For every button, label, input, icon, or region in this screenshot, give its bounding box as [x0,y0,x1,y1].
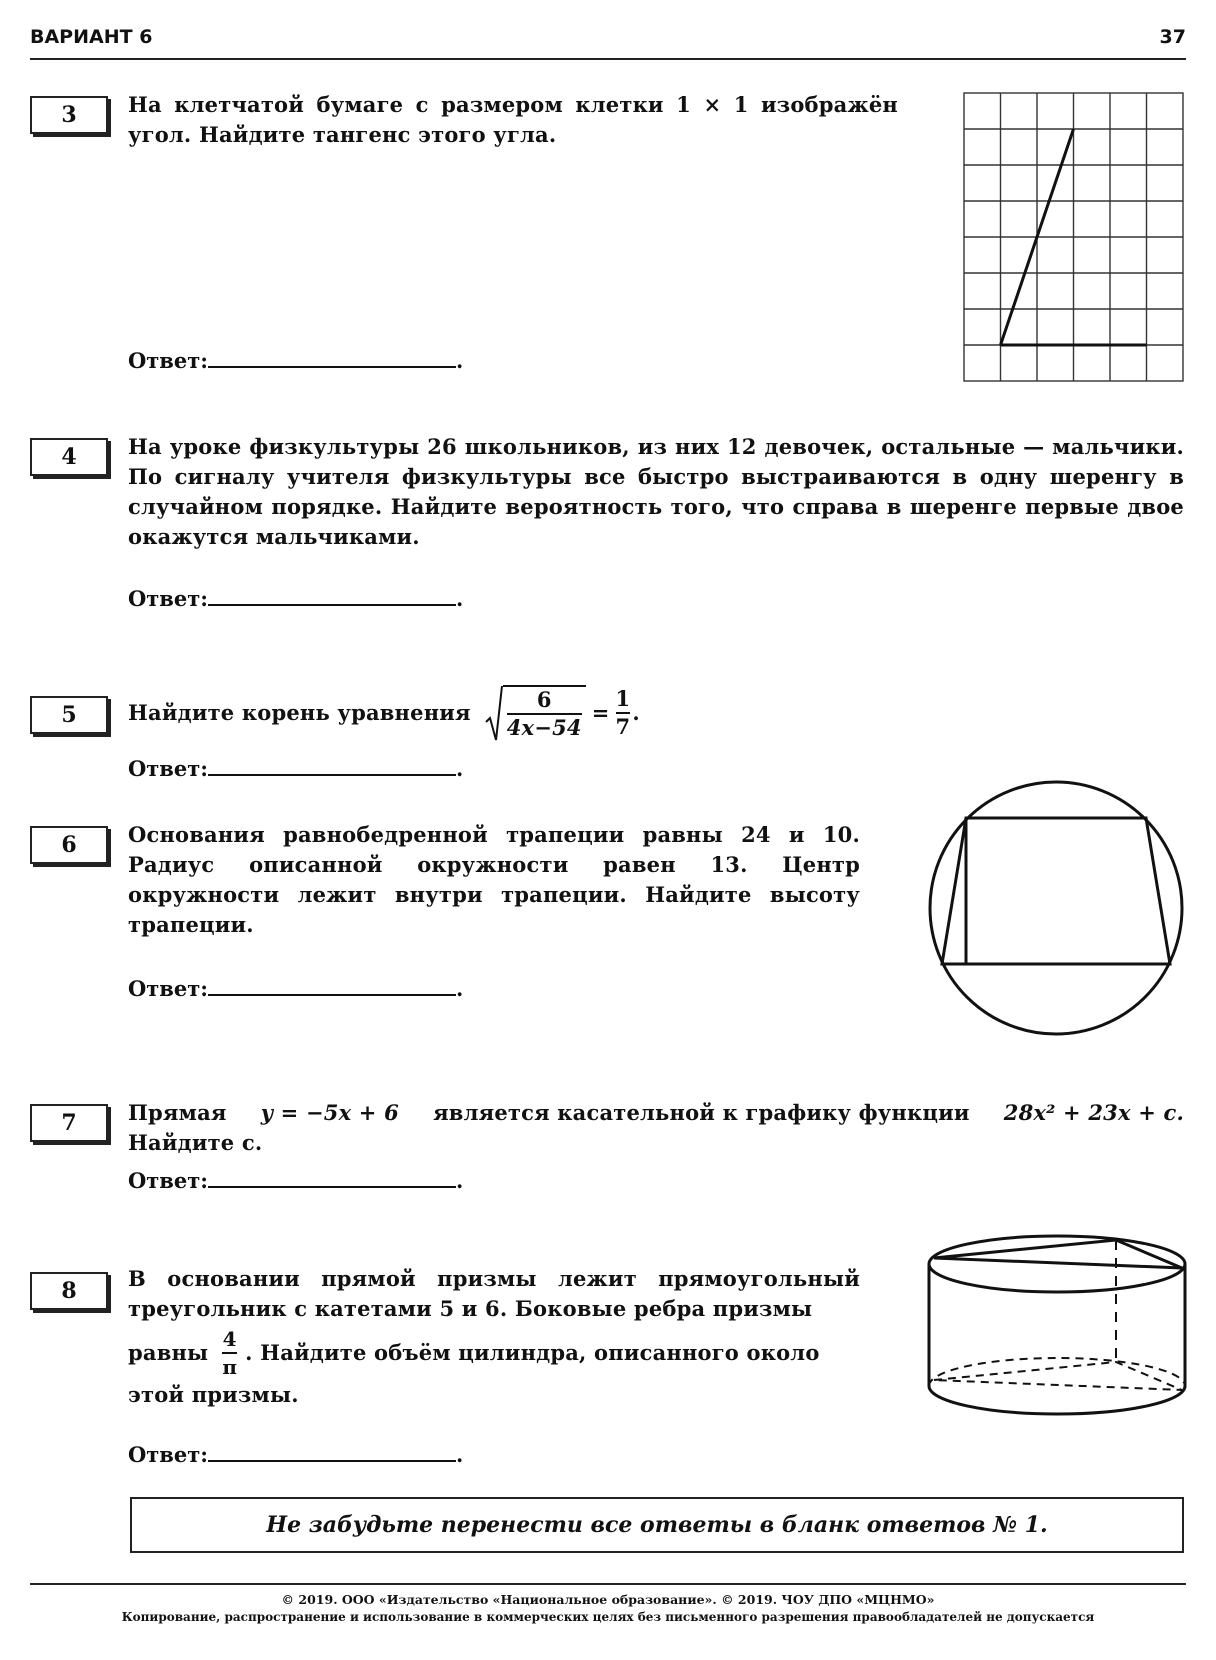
answer-label: Ответ: [128,348,209,373]
rhs-fraction [616,686,631,740]
answer-label: Ответ: [128,1442,209,1467]
task-8-line-2 [128,1326,860,1380]
answer-blank[interactable] [208,974,456,996]
answer-blank[interactable] [208,754,456,776]
rhs-numerator: 1 [615,686,631,711]
task-6-answer: Ответ: . [128,976,464,1001]
radical-sign-icon [485,684,503,742]
sqrt-denominator: 4x−54 [506,715,582,740]
task-3-line-1: На клетчатой бумаге с размером клетки 1 × 1 изображён [128,92,898,117]
page-number: 37 [1159,26,1186,48]
answer-label: Ответ: [128,586,209,611]
trapezoid [942,818,1170,964]
task-8-line-1: В основании прямой призмы лежит прямоугольный треугольник с катетами 5 и 6. Боковые ребра призмы [128,1266,860,1321]
task-3-text [128,90,898,150]
task-5-number: 5 [30,696,108,734]
task-8-before: равны [128,1340,209,1365]
task-3-line-2: угол. Найдите тангенс этого угла. [128,122,557,147]
task-3-grid-figure [964,93,1184,383]
footer-license: Копирование, распространение и использование в коммерческих целях без письменного разрешения правообладателей не допускается [121,1610,1095,1624]
task-7-prefix: Прямая [128,1100,227,1125]
answer-label: Ответ: [128,1168,209,1193]
task-8-cylinder-figure [926,1228,1188,1428]
footer-copyright: © 2019. ООО «Издательство «Национальное образование». © 2019. ЧОУ ДПО «МЦНМО» [281,1592,935,1607]
task-8-line-3: этой призмы. [128,1382,299,1407]
task-7-line-1 [128,1098,1184,1128]
task-5-text [128,684,828,742]
height-numerator: 4 [222,1327,237,1351]
variant-title: ВАРИАНТ 6 [30,26,153,48]
cylinder-bottom-front [929,1386,1185,1414]
answer-blank[interactable] [208,1166,456,1188]
task-7-answer: Ответ: . [128,1168,464,1193]
footer-divider [30,1583,1186,1585]
answer-label: Ответ: [128,976,209,1001]
task-8-after: . Найдите объём цилиндра, описанного около [245,1340,820,1365]
task-7-middle: является касательной к графику функции [433,1100,970,1125]
answer-label: Ответ: [128,756,209,781]
grid-lines [964,93,1183,381]
task-7-number: 7 [30,1104,108,1142]
task-7-line-2: Найдите c. [128,1130,263,1155]
task-6-trapezoid-figure [926,780,1186,1036]
height-denominator: π [222,1352,237,1380]
task-5-prompt: Найдите корень уравнения [128,700,471,725]
task-3-answer: Ответ: . [128,348,464,373]
task-5-answer: Ответ: . [128,756,464,781]
task-4-number: 4 [30,438,108,476]
answer-blank[interactable] [208,346,456,368]
task-7-function: 28x² + 23x + c. [1003,1100,1184,1125]
reminder-box: Не забудьте перенести все ответы в бланк ответов № 1. [130,1497,1184,1553]
task-8-text [128,1264,860,1410]
answer-blank[interactable] [208,1440,456,1462]
circumscribed-circle [930,782,1182,1034]
task-4-answer: Ответ: . [128,586,464,611]
task-6-number: 6 [30,826,108,864]
sqrt-numerator: 6 [536,687,552,712]
task-7-text [128,1098,1184,1158]
task-7-line-equation: y = −5x + 6 [260,1100,399,1125]
task-8-answer: Ответ: . [128,1442,464,1467]
task-4-text: На уроке физкультуры 26 школьников, из них 12 девочек, остальные — мальчики. По сигналу учителя физкультуры все быстро выстраиваются в одну шеренгу в случайном порядке. Найдите вероятность того, что справа в шеренге первые двое окажутся мальчиками. [128,434,1184,549]
task-6-text: Основания равнобедренной трапеции равны 24 и 10. Радиус описанной окружности равен 13. Центр окружности лежит внутри трапеции. Найдите высоту трапеции. [128,822,860,937]
task-3-number: 3 [30,96,108,134]
height-fraction [222,1326,237,1380]
rhs-denominator: 7 [615,714,631,739]
sqrt-fraction [503,685,586,741]
task-5-equation: $\frac{6}{4x-54}$ = $\frac{1}{7}$ . [485,684,640,742]
task-8-number: 8 [30,1272,108,1310]
answer-blank[interactable] [208,584,456,606]
header-divider [30,58,1186,60]
